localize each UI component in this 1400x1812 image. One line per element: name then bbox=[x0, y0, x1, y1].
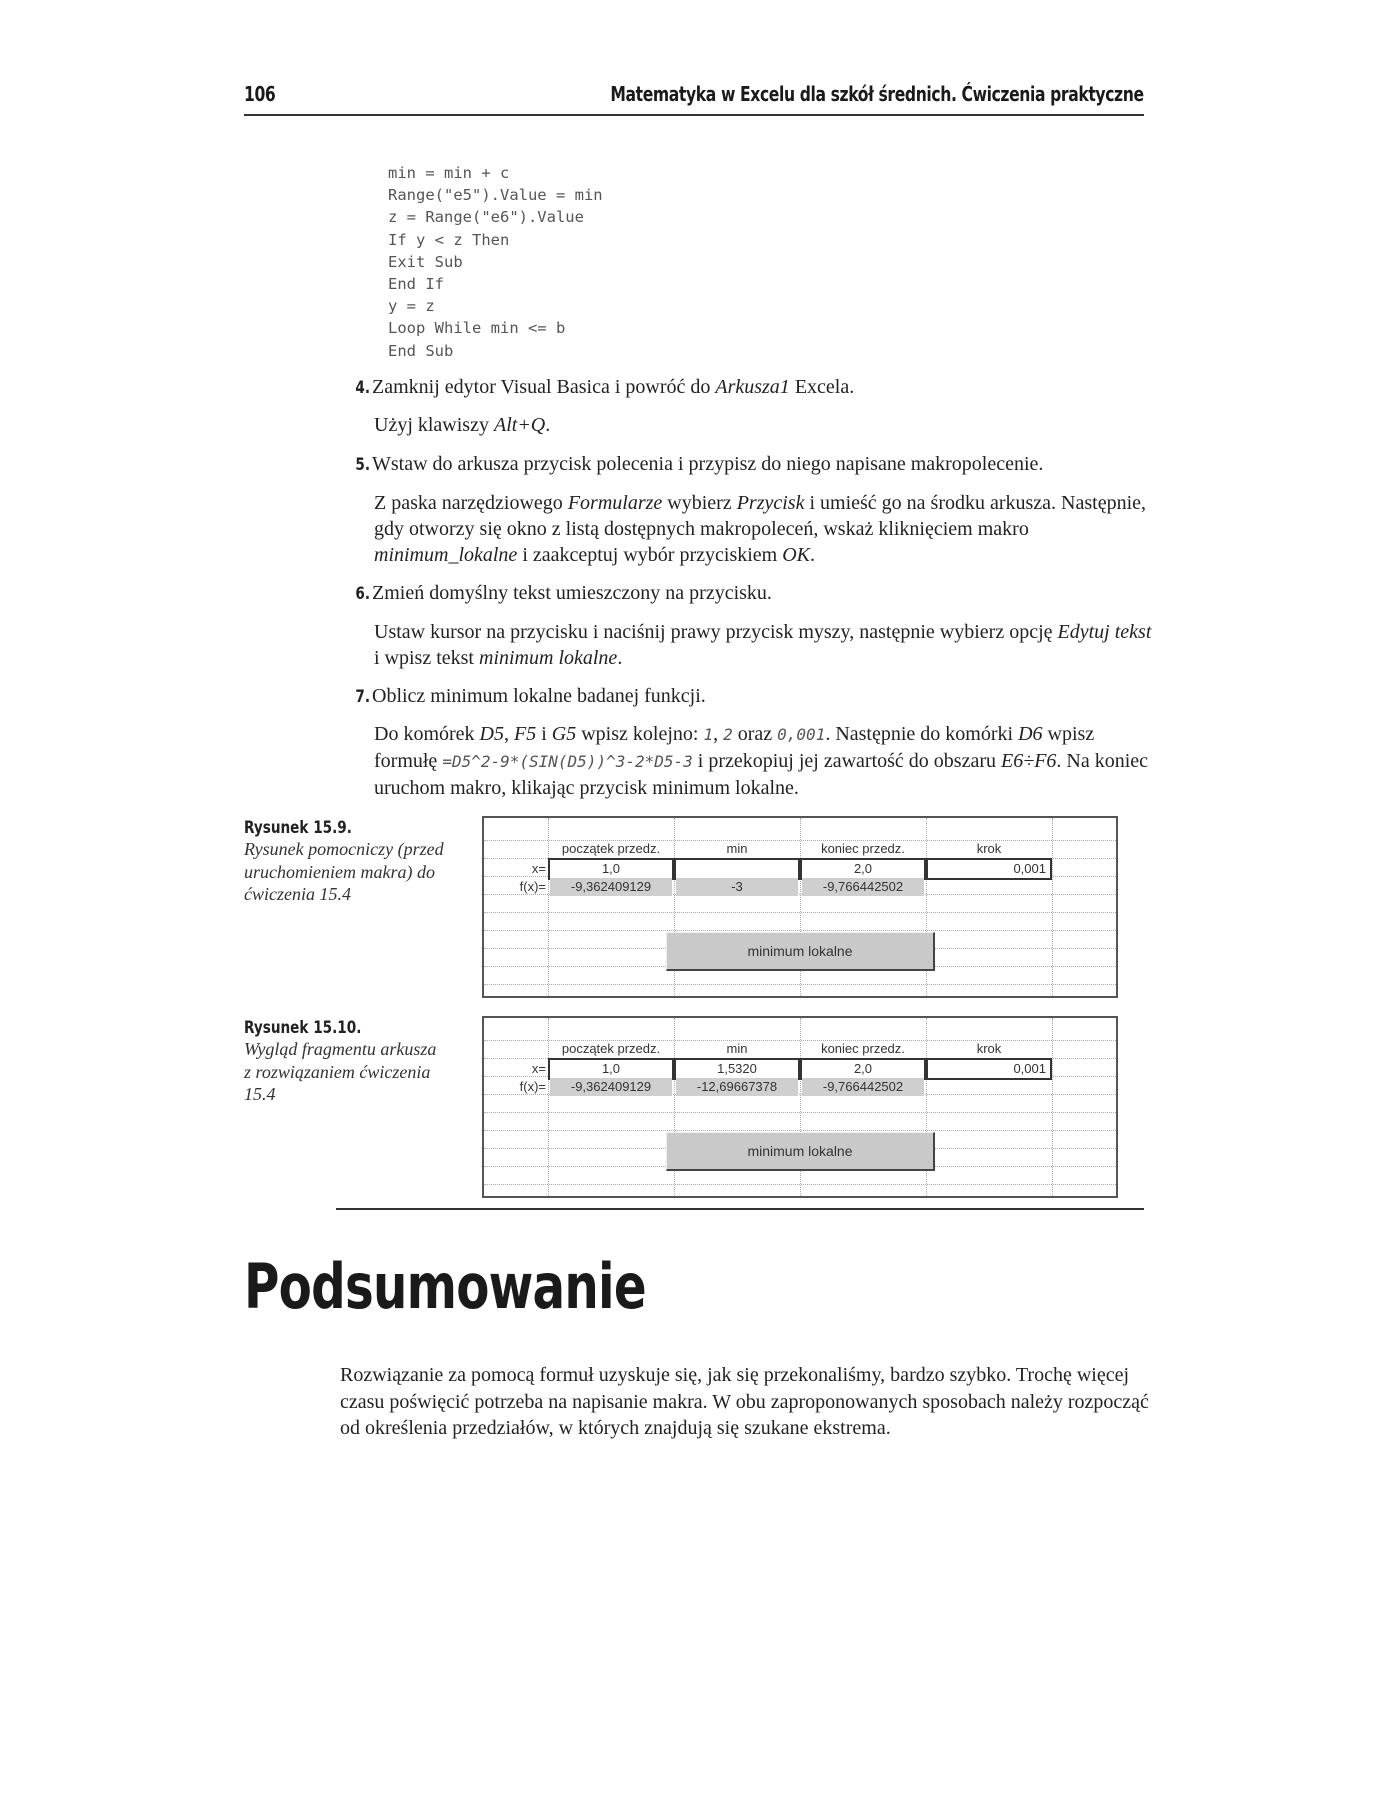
code-line: min = min + c bbox=[388, 164, 510, 182]
code-line: If y < z Then bbox=[388, 230, 510, 249]
code-line: Loop While min <= b bbox=[388, 319, 566, 338]
cell-x-start[interactable]: 1,0 bbox=[548, 1058, 674, 1080]
cell-x-min[interactable]: 1,5320 bbox=[674, 1058, 800, 1080]
cell-fx-min[interactable]: -12,69667378 bbox=[676, 1078, 798, 1096]
section-divider bbox=[336, 1208, 1144, 1210]
cell-x-end[interactable]: 2,0 bbox=[800, 858, 926, 880]
cell-fx-start[interactable]: -9,362409129 bbox=[550, 878, 672, 896]
code-line: Range("e5").Value = min bbox=[388, 186, 603, 205]
fx-label: f(x)= bbox=[519, 1079, 546, 1094]
summary-paragraph: Rozwiązanie za pomocą formuł uzyskuje się, jak się przekonaliśmy, bardzo szybko. Trochę więcej czasu poświęcić potrzeba na napisanie makra. W obu zaproponowanych sposobach należy rozpocząć od określenia przedziałów, w których znajdują się szukane ekstrema. bbox=[340, 1364, 1149, 1439]
code-line: y = z bbox=[388, 297, 435, 316]
code-line: End If bbox=[388, 275, 444, 294]
step-6: 6. Zmień domyślny tekst umieszczony na przycisku. bbox=[355, 582, 772, 604]
cell-step[interactable]: 0,001 bbox=[926, 1058, 1052, 1080]
book-title: Matematyka w Excelu dla szkół średnich. Ćwiczenia praktyczne bbox=[610, 82, 1144, 106]
cell-fx-end[interactable]: -9,766442502 bbox=[802, 1078, 924, 1096]
minimum-lokalne-button[interactable]: minimum lokalne bbox=[666, 1132, 935, 1171]
step-7-detail: Do komórek D5, F5 i G5 wpisz kolejno: 1, 2 oraz 0,001. Następnie do komórki D6 wpisz formułę =D5^2-9*(SIN(D5))^3-2*D5-3 i przekopiuj jej zawartość do obszaru E6÷F6. Na koniec uruchom makro, klikając przycisk minimum lokalne. bbox=[374, 723, 1149, 799]
code-line: Exit Sub bbox=[388, 252, 463, 271]
spreadsheet-figure-15-10 bbox=[482, 1016, 1118, 1198]
figure-15-10-label: Rysunek 15.10. Wygląd fragmentu arkusza z rozwiązaniem ćwiczenia 15.4 bbox=[244, 1018, 437, 1104]
running-header bbox=[244, 78, 1144, 116]
step-5: 5. Wstaw do arkusza przycisk polecenia i przypisz do niego napisane makropolecenie. bbox=[355, 453, 1044, 475]
fx-label: f(x)= bbox=[519, 879, 546, 894]
code-line: End Sub bbox=[388, 341, 454, 360]
spreadsheet-figure-15-9 bbox=[482, 816, 1118, 998]
cell-step[interactable]: 0,001 bbox=[926, 858, 1052, 880]
header-start: początek przedz. bbox=[550, 1040, 672, 1059]
header-end: koniec przedz. bbox=[802, 1040, 924, 1059]
step-4-detail: Użyj klawiszy Alt+Q. bbox=[374, 414, 551, 436]
header-start: początek przedz. bbox=[550, 840, 672, 859]
header-min: min bbox=[676, 840, 798, 859]
section-title: Podsumowanie bbox=[244, 1250, 646, 1323]
header-step: krok bbox=[928, 840, 1050, 859]
step-6-detail: Ustaw kursor na przycisku i naciśnij prawy przycisk myszy, następnie wybierz opcję Edytuj tekst i wpisz tekst minimum lokalne. bbox=[374, 621, 1152, 669]
minimum-lokalne-button[interactable]: minimum lokalne bbox=[666, 932, 935, 971]
header-step: krok bbox=[928, 1040, 1050, 1059]
cell-x-min[interactable] bbox=[674, 858, 800, 880]
code-listing bbox=[388, 162, 603, 362]
step-5-detail: Z paska narzędziowego Formularze wybierz Przycisk i umieść go na środku arkusza. Następnie, gdy otworzy się okno z listą dostępnych makropoleceń, wskaż kliknięciem makro minimum_lokalne i zaakceptuj wybór przyciskiem OK. bbox=[374, 492, 1147, 566]
cell-fx-min[interactable]: -3 bbox=[676, 878, 798, 896]
cell-x-start[interactable]: 1,0 bbox=[548, 858, 674, 880]
header-min: min bbox=[676, 1040, 798, 1059]
cell-fx-start[interactable]: -9,362409129 bbox=[550, 1078, 672, 1096]
page-number: 106 bbox=[244, 82, 276, 106]
cell-fx-end[interactable]: -9,766442502 bbox=[802, 878, 924, 896]
x-label: x= bbox=[531, 1061, 546, 1076]
header-end: koniec przedz. bbox=[802, 840, 924, 859]
figure-15-9-label: Rysunek 15.9. Rysunek pomocniczy (przed uruchomieniem makra) do ćwiczenia 15.4 bbox=[244, 818, 444, 904]
x-label: x= bbox=[531, 861, 546, 876]
step-4: 4. Zamknij edytor Visual Basica i powróć do Arkusza1 Excela. bbox=[355, 376, 855, 398]
cell-x-end[interactable]: 2,0 bbox=[800, 1058, 926, 1080]
step-7: 7. Oblicz minimum lokalne badanej funkcji. bbox=[355, 685, 706, 707]
code-line: z = Range("e6").Value bbox=[388, 208, 584, 227]
